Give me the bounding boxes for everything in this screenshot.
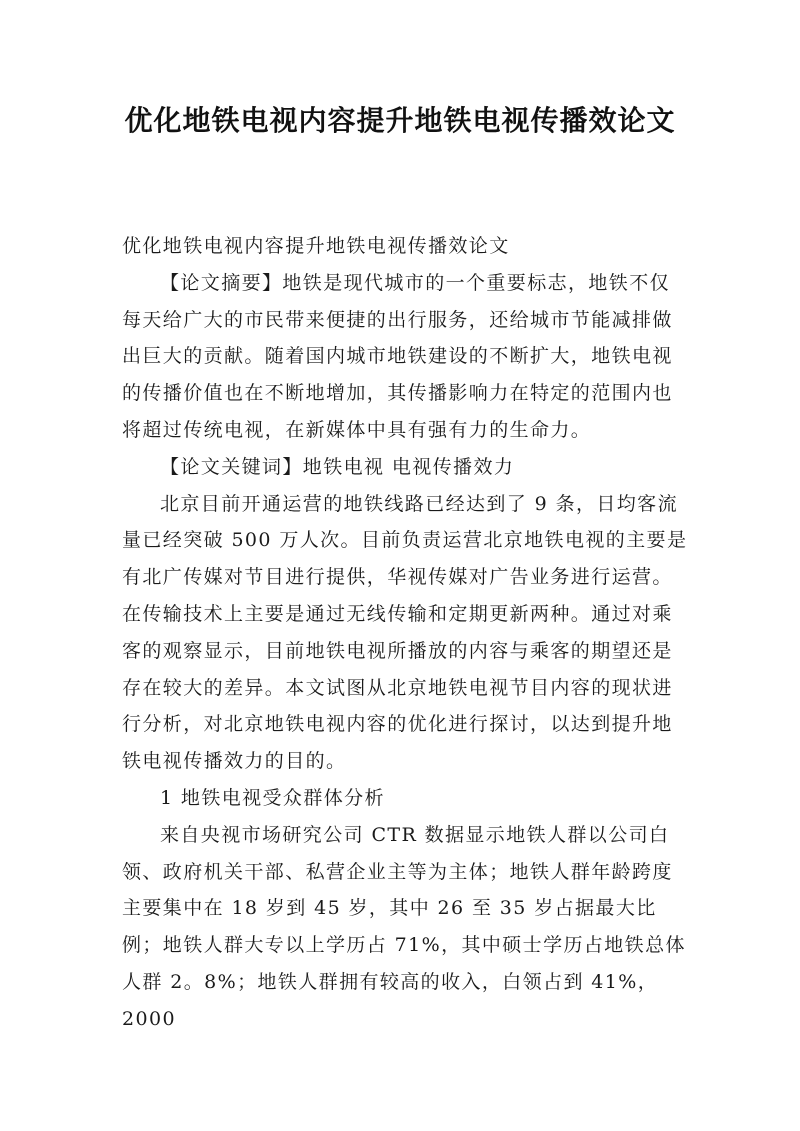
intro-paragraph: 北京目前开通运营的地铁线路已经达到了 9 条，日均客流量已经突破 500 万人次。目前负责运营北京地铁电视的主要是有北广传媒对节目进行提供，华视传媒对广告业务进行运营。在传输技术上主要是通过无线传输和定期更新两种。通过对乘客的观察显示，目前地铁电视所播放的内容与乘客的期望还是存在较大的差异。本文试图从北京地铁电视节目内容的现状进行分析，对北京地铁电视内容的优化进行探讨，以达到提升地铁电视传播效力的目的。 (122, 492, 688, 773)
document-body (122, 228, 690, 1038)
section-heading: 1 地铁电视受众群体分析 (160, 786, 385, 809)
abstract-paragraph: 【论文摘要】地铁是现代城市的一个重要标志，地铁不仅每天给广大的市民带来便捷的出行服务，还给城市节能减排做出巨大的贡献。随着国内城市地铁建设的不断扩大，地铁电视的传播价值也在不断地增加，其传播影响力在特定的范围内也将超过传统电视，在新媒体中具有强有力的生命力。 (122, 271, 673, 441)
subtitle-paragraph: 优化地铁电视内容提升地铁电视传播效论文 (122, 235, 510, 257)
section-paragraph: 来自央视市场研究公司 CTR 数据显示地铁人群以公司白领、政府机关干部、私营企业主等为主体；地铁人群年龄跨度主要集中在 18 岁到 45 岁，其中 26 至 35 岁占据最大比例；地铁人群大专以上学历占 71%，其中硕士学历占地铁总体人群 2。8%；地铁人群拥有较高的收入，白领占到 41%，2000 (122, 823, 686, 1030)
keywords-paragraph: 【论文关键词】地铁电视 电视传播效力 (160, 455, 515, 478)
document-title: 优化地铁电视内容提升地铁电视传播效论文 (124, 104, 676, 137)
